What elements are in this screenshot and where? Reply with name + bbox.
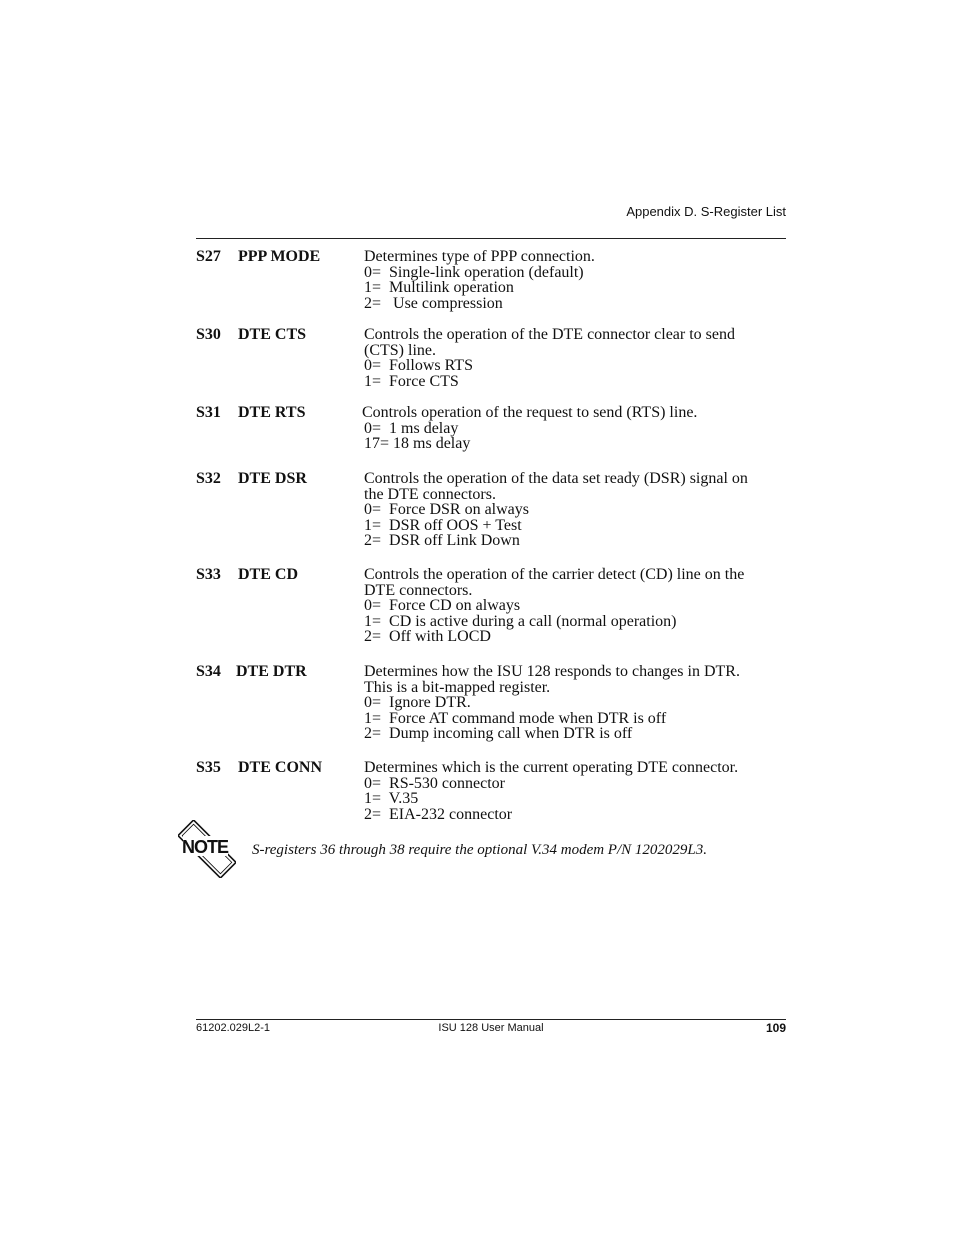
register-id: S33 [196,566,221,583]
option-line: 0= RS-530 connector [364,774,505,792]
option-line: 2= Use compression [364,294,503,312]
footer-page-number: 109 [765,1021,786,1035]
page-footer [196,1019,786,1040]
description-line: (CTS) line. [364,341,436,359]
note-icon [178,820,236,878]
option-line: 2= EIA-232 connector [364,805,513,823]
description-line: the DTE connectors. [364,485,496,503]
option-line: 0= Ignore DTR. [364,694,471,712]
register-name: DTE DTR [236,663,307,680]
description-line: Controls the operation of the DTE connector clear to send [364,326,735,343]
option-line: 1= CD is active during a call (normal operation) [364,612,677,630]
description-line: Controls operation of the request to send (RTS) line. [362,404,698,421]
note-icon-label: NOTE [181,837,229,857]
page-header [196,203,786,239]
header-title: Appendix D. S-Register List [626,204,786,219]
register-description [364,327,784,389]
register-id: S32 [196,470,221,487]
register-id: S27 [196,248,221,265]
register-description [364,760,784,822]
option-line: 2= Dump incoming call when DTR is off [364,725,633,743]
option-line: 2= Off with LOCD [364,628,491,646]
option-line: 1= Force CTS [364,372,459,390]
register-name: DTE CTS [238,326,307,343]
option-line: 1= Multilink operation [364,279,514,297]
description-line: Determines type of PPP connection. [364,248,595,265]
description-line: DTE connectors. [364,581,473,599]
register-description [364,567,784,645]
register-id: S31 [196,404,221,421]
register-description [364,664,784,742]
note-text: S-registers 36 through 38 require the optional V.34 modem P/N 1202029L3. [252,842,707,858]
register-description [364,249,784,311]
register-name: DTE DSR [238,470,307,487]
option-line: 0= Force CD on always [364,597,521,615]
register-description [364,471,784,549]
register-id: S35 [196,759,221,776]
footer-doc-number: 61202.029L2-1 [196,1022,271,1034]
description-line: Determines which is the current operating DTE connector. [364,759,739,776]
register-description [364,405,784,452]
register-id: S34 [196,663,221,680]
option-line: 2= DSR off Link Down [364,532,520,550]
register-name: DTE CD [238,566,299,583]
note-callout [178,820,786,880]
description-line: This is a bit-mapped register. [364,678,551,696]
option-line: 1= DSR off OOS + Test [364,516,522,534]
option-line: 1= V.35 [364,790,419,808]
description-line: Controls the operation of the carrier detect (CD) line on the [364,566,745,583]
option-line: 0= Force DSR on always [364,501,530,519]
option-line: 0= Single-link operation (default) [364,263,584,281]
option-line: 1= Force AT command mode when DTR is off [364,709,667,727]
register-id: S30 [196,326,221,343]
description-line: Controls the operation of the data set ready (DSR) signal on [364,470,748,487]
option-line: 0= Follows RTS [364,357,473,375]
option-line: 0= 1 ms delay [364,419,459,437]
option-line: 17= 18 ms delay [364,435,471,453]
register-name: DTE RTS [238,404,306,421]
register-name: DTE CONN [238,759,323,776]
footer-manual-title: ISU 128 User Manual [438,1022,544,1034]
description-line: Determines how the ISU 128 responds to changes in DTR. [364,663,740,680]
register-name: PPP MODE [238,248,321,265]
